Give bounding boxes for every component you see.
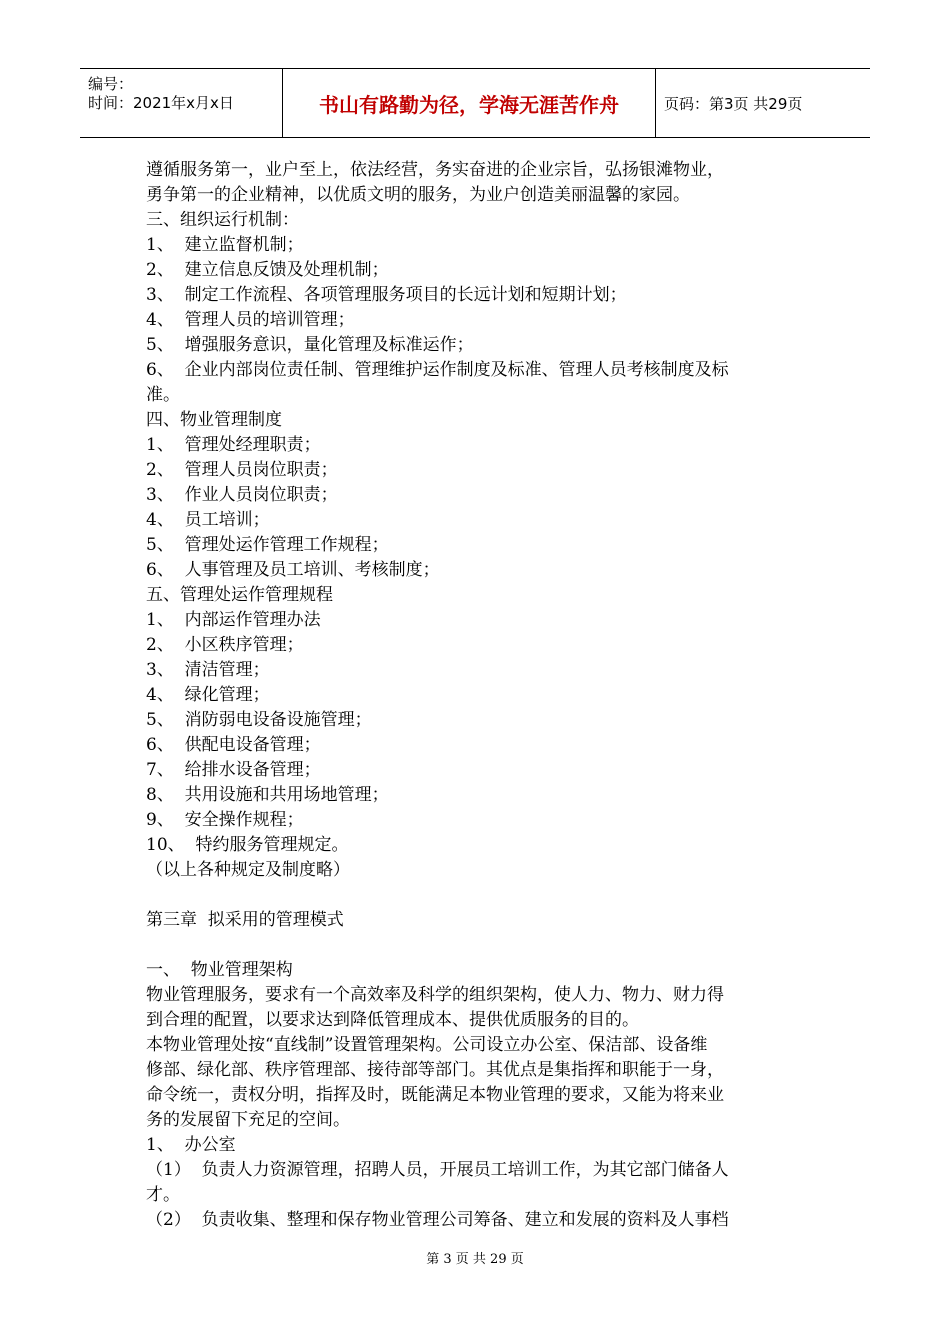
body-line: 1、 内部运作管理办法 (146, 610, 321, 630)
body-line: 3、 清洁管理； (146, 660, 270, 680)
body-line: 才。 (146, 1185, 180, 1205)
page-header (80, 68, 870, 138)
body-line: 6、 人事管理及员工培训、考核制度； (146, 560, 440, 580)
document-date: 时间：2021年x月x日 (88, 94, 234, 112)
header-motto-cell (282, 69, 656, 137)
document-number-label: 编号： (88, 75, 134, 93)
body-line: 准。 (146, 385, 180, 405)
page-info-text: 页码：第3页 共29页 (664, 94, 803, 113)
body-line: 7、 给排水设备管理； (146, 760, 321, 780)
body-line: 6、 企业内部岗位责任制、管理维护运作制度及标准、管理人员考核制度及标 (146, 360, 729, 380)
header-meta (80, 69, 282, 137)
body-line: 4、 员工培训； (146, 510, 270, 530)
body-line: 2、 建立信息反馈及处理机制； (146, 260, 389, 280)
body-line: 本物业管理处按“直线制”设置管理架构。公司设立办公室、保洁部、设备维 (146, 1035, 708, 1055)
body-line: 8、 共用设施和共用场地管理； (146, 785, 389, 805)
body-line: 2、 管理人员岗位职责； (146, 460, 338, 480)
body-line: 命令统一，责权分明，指挥及时，既能满足本物业管理的要求，又能为将来业 (146, 1085, 724, 1105)
blank-line (146, 883, 816, 908)
blank-line (146, 933, 816, 958)
body-line: 务的发展留下充足的空间。 (146, 1110, 350, 1130)
body-line: 5、 管理处运作管理工作规程； (146, 535, 389, 555)
body-line: （2） 负责收集、整理和保存物业管理公司筹备、建立和发展的资料及人事档 (146, 1210, 729, 1230)
body-line: 5、 增强服务意识，量化管理及标准运作； (146, 335, 474, 355)
body-line: 5、 消防弱电设备设施管理； (146, 710, 372, 730)
body-line: 10、 特约服务管理规定。 (146, 835, 349, 855)
body-line: 一、 物业管理架构 (146, 960, 293, 980)
document-body (146, 158, 816, 1233)
body-line: 3、 作业人员岗位职责； (146, 485, 338, 505)
body-line: 6、 供配电设备管理； (146, 735, 321, 755)
body-line: 4、 绿化管理； (146, 685, 270, 705)
body-line: 勇争第一的企业精神，以优质文明的服务，为业户创造美丽温馨的家园。 (146, 185, 690, 205)
body-line: （1） 负责人力资源管理，招聘人员，开展员工培训工作，为其它部门储备人 (146, 1160, 729, 1180)
body-line: 修部、绿化部、秩序管理部、接待部等部门。其优点是集指挥和职能于一身， (146, 1060, 724, 1080)
body-line: 到合理的配置，以要求达到降低管理成本、提供优质服务的目的。 (146, 1010, 639, 1030)
body-line: 1、 建立监督机制； (146, 235, 304, 255)
header-page-info (656, 69, 870, 137)
body-line: 遵循服务第一，业户至上，依法经营，务实奋进的企业宗旨，弘扬银滩物业， (146, 160, 724, 180)
body-line: 第三章 拟采用的管理模式 (146, 910, 344, 930)
body-line: 1、 办公室 (146, 1135, 236, 1155)
body-line: 3、 制定工作流程、各项管理服务项目的长远计划和短期计划； (146, 285, 627, 305)
body-line: 五、管理处运作管理规程 (146, 585, 333, 605)
body-line: 四、物业管理制度 (146, 410, 282, 430)
body-line: 2、 小区秩序管理； (146, 635, 304, 655)
body-line: 4、 管理人员的培训管理； (146, 310, 355, 330)
body-line: 物业管理服务，要求有一个高效率及科学的组织架构，使人力、物力、财力得 (146, 985, 724, 1005)
page-footer: 第 3 页 共 29 页 (426, 1252, 524, 1267)
body-line: 1、 管理处经理职责； (146, 435, 321, 455)
body-line: （以上各种规定及制度略） (146, 860, 350, 880)
header-motto: 书山有路勤为径，学海无涯苦作舟 (319, 92, 619, 117)
body-line: 三、组织运行机制： (146, 210, 299, 230)
body-line: 9、 安全操作规程； (146, 810, 304, 830)
